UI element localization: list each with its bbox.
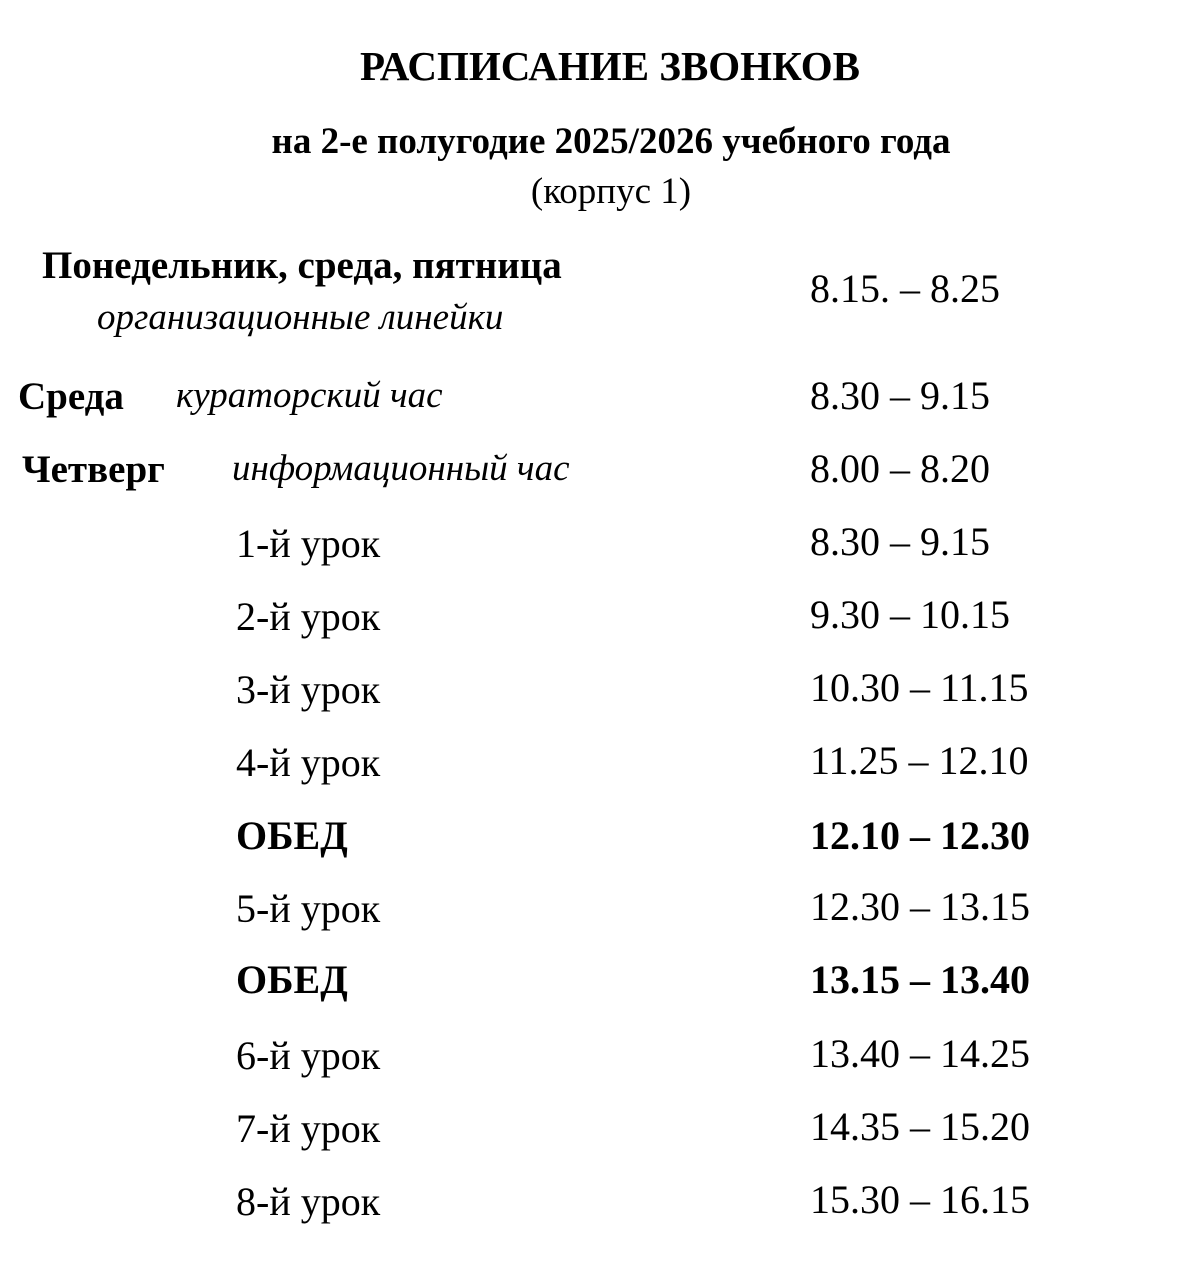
lesson-label: 6-й урок: [236, 1033, 381, 1078]
lesson-label: 8-й урок: [236, 1179, 381, 1224]
lesson-label: 1-й урок: [236, 521, 381, 566]
activity-curator-hour: кураторский час: [176, 375, 443, 416]
time-curator-hour: 8.30 – 9.15: [810, 373, 990, 418]
time-lineups: 8.15. – 8.25: [810, 266, 1000, 311]
lesson-label: 3-й урок: [236, 667, 381, 712]
lunch-label: ОБЕД: [236, 957, 348, 1002]
lunch-label: ОБЕД: [236, 813, 348, 858]
lesson-time: 9.30 – 10.15: [810, 592, 1010, 637]
page-title: РАСПИСАНИЕ ЗВОНКОВ: [359, 43, 861, 89]
lesson-time: 11.25 – 12.10: [810, 738, 1029, 783]
building-label: (корпус 1): [530, 171, 692, 212]
activity-info-hour: информационный час: [232, 448, 570, 489]
lesson-label: 7-й урок: [236, 1106, 381, 1151]
activity-lineups: организационные линейки: [97, 297, 504, 338]
lesson-time: 15.30 – 16.15: [810, 1177, 1030, 1222]
lesson-label: 4-й урок: [236, 740, 381, 785]
days-mon-wed-fri: Понедельник, среда, пятница: [42, 244, 562, 287]
day-thursday: Четверг: [22, 448, 165, 491]
lunch-time: 12.10 – 12.30: [810, 813, 1030, 858]
lesson-time: 8.30 – 9.15: [810, 519, 990, 564]
lesson-time: 14.35 – 15.20: [810, 1104, 1030, 1149]
page-subtitle: на 2-е полугодие 2025/2026 учебного года: [271, 121, 951, 162]
lesson-label: 2-й урок: [236, 594, 381, 639]
lesson-time: 12.30 – 13.15: [810, 884, 1030, 929]
time-info-hour: 8.00 – 8.20: [810, 446, 990, 491]
lesson-time: 10.30 – 11.15: [810, 665, 1029, 710]
lesson-label: 5-й урок: [236, 886, 381, 931]
lesson-time: 13.40 – 14.25: [810, 1031, 1030, 1076]
day-wednesday: Среда: [18, 375, 124, 418]
lunch-time: 13.15 – 13.40: [810, 957, 1030, 1002]
